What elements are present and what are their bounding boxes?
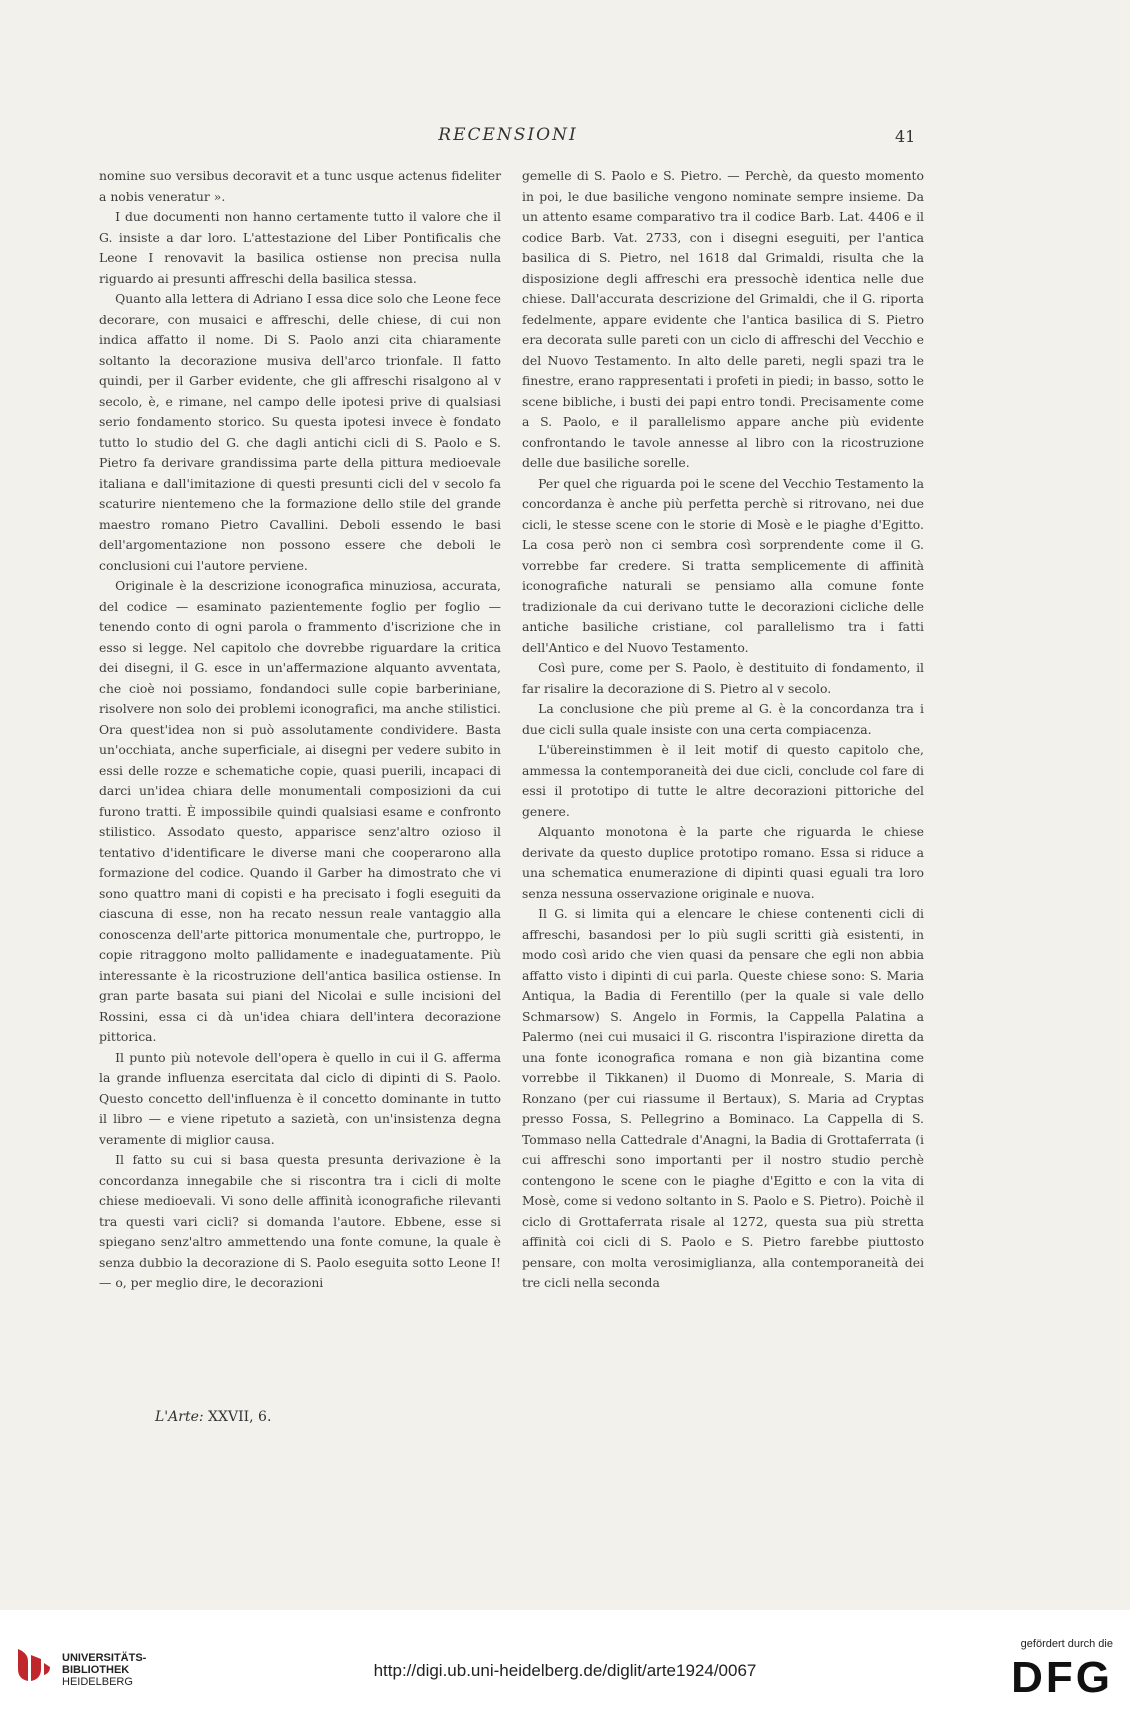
journal-name: L'Arte: [155, 1409, 204, 1425]
running-header-title: RECENSIONI [438, 125, 578, 145]
paragraph: gemelle di S. Paolo e S. Pietro. — Perchè, da questo momento in poi, le due basiliche vengono nominate sempre insieme. Da un attento esame comparativo tra il codice Barb. Lat. 4406 e il codice Barb. Vat. 2733, con i disegni eseguiti, per l'antica basilica di S. Pietro, nel 1618 dal Grimaldi, risulta che la disposizione degli affreschi era pressochè identica nelle due chiese. Dall'accurata descrizione del Grimaldi, che il G. riporta fedelmente, appare evidente che l'antica basilica di S. Pietro era decorata sulle pareti con un ciclo di affreschi del Vecchio e del Nuovo Testamento. In alto delle pareti, negli spazi tra le finestre, erano rappresentati i profeti in piedi; in basso, sotto le scene bibliche, i busti dei papi entro tondi. Precisamente come a S. Paolo, e il parallelismo appare anche più evidente confrontando le tavole annesse al libro con la ricostruzione delle due basiliche sorelle. [522, 168, 924, 470]
paragraph: Così pure, come per S. Paolo, è destituito di fondamento, il far risalire la decorazione di S. Pietro al v secolo. [522, 660, 924, 696]
paragraph: Quanto alla lettera di Adriano I essa dice solo che Leone fece decorare, con musaici e affreschi, delle chiese, di cui non indica affatto il nome. Di S. Paolo anzi cita chiaramente soltanto la decorazione musiva dell'arco trionfale. Il fatto quindi, per il Garber evidente, che gli affreschi risalgono al v secolo, è, e rimane, nel campo delle ipotesi prive di qualsiasi serio fondamento storico. Su questa ipotesi invece è fondato tutto lo studio del G. che dagli antichi cicli di S. Paolo e S. Pietro fa derivare grandissima parte della pittura medioevale italiana e dall'imitazione di questi presunti cicli del v secolo fa scaturire nientemeno che la formazione dello stile del grande maestro romano Pietro Cavallini. Deboli essendo le basi dell'argomentazione non possono essere che deboli le conclusioni cui l'autore perviene. [99, 291, 501, 573]
library-name-line: UNIVERSITÄTS- [62, 1652, 147, 1664]
paragraph: L'übereinstimmen è il leit motif di questo capitolo che, ammessa la contemporaneità dei due cicli, conclude col fare di essi il prototipo di tutte le altre decorazioni pittoriche del genere. [522, 742, 924, 819]
funder-caption: gefördert durch die [1020, 1638, 1113, 1650]
paragraph: Il punto più notevole dell'opera è quello in cui il G. afferma la grande influenza esercitata dal ciclo di dipinti di S. Paolo. Questo concetto dell'influenza è il concetto dominante in tutto il libro — e viene ripetuto a sazietà, con un'insistenza degna veramente di miglior causa. [99, 1049, 501, 1147]
paragraph: Originale è la descrizione iconografica minuziosa, accurata, del codice — esaminato pazientemente foglio per foglio — tenendo conto di ogni parola o frammento d'iscrizione che in esso si legge. Nel capitolo che dovrebbe riguardare la critica dei disegni, il G. esce in un'affermazione alquanto avventata, che cioè noi possiamo, fondandoci sulle copie barberiniane, risolvere non solo dei problemi iconografici, ma anche stilistici. Ora quest'idea non si può assolutamente condividere. Basta un'occhiata, anche superficiale, ai disegni per vedere subito in essi delle rozze e schematiche copie, quasi puerili, incapaci di darci un'idea chiara delle monumentali composizioni da cui furono tratti. È impossibile quindi qualsiasi esame e confronto stilistico. Assodato questo, apparisce senz'altro ozioso il tentativo d'identificare le diverse mani che cooperarono alla formazione del codice. Quando il Garber ha dimostrato che vi sono quattro mani di copisti e ha precisato i fogli eseguiti da ciascuna di esse, non ha recato nessun reale vantaggio alla conoscenza dell'arte pittorica monumentale che, purtroppo, le copie ritraggono molto pallidamente e inadeguatamente. Più interessante è la ricostruzione dell'antica basilica ostiense. In gran parte basata sui piani del Nicolai e sulle incisioni del Rossini, essa ci dà un'idea chiara dell'intera decorazione pittorica. [99, 578, 501, 1044]
digitization-footer [0, 1610, 1130, 1713]
paragraph: Il G. si limita qui a elencare le chiese contenenti cicli di affreschi, basandosi per lo più sugli scritti già esistenti, in modo così arido che vien quasi da pensare che egli non abbia affatto visto i dipinti di cui parla. Queste chiese sono: S. Maria Antiqua, la Badia di Ferentillo (per la quale si vale dello Schmarsow) S. Angelo in Formis, la Cappella Palatina a Palermo (nei cui musaici il G. riscontra l'ispirazione diretta da una fonte iconografica romana e non già bizantina come vorrebbe il Tikkanen) il Duomo di Monreale, S. Maria di Ronzano (per cui riassume il Bertaux), S. Maria ad Cryptas presso Fossa, S. Pellegrino a Bominaco. La Cappella di S. Tommaso nella Cattedrale d'Anagni, la Badia di Grottaferrata (i cui affreschi sono importanti per il nostro studio perchè contengono le scene con le piaghe d'Egitto e con la vita di Mosè, come si vedono soltanto in S. Paolo e S. Pietro). Poichè il ciclo di Grottaferrata risale al 1272, questa sua più stretta affinità coi cicli di S. Paolo e S. Pietro farebbe piuttosto pensare, con molta verosimiglianza, alla contemporaneità dei tre cicli nella seconda [522, 906, 924, 1290]
paragraph: nomine suo versibus decoravit et a tunc usque actenus fideliter a nobis veneratur ». [99, 168, 501, 204]
dfg-logo: DFG [1011, 1653, 1113, 1702]
source-url-link[interactable]: http://digi.ub.uni-heidelberg.de/diglit/arte1924/0067 [373, 1661, 757, 1680]
journal-volume: XXVII, 6. [208, 1409, 272, 1425]
paragraph: Alquanto monotona è la parte che riguarda le chiese derivate da questo duplice prototipo romano. Essa si riduce a una schematica enumerazione di dipinti quasi eguali tra loro senza nessuna osservazione originale e nuova. [522, 824, 924, 901]
paragraph: Per quel che riguarda poi le scene del Vecchio Testamento la concordanza è anche più perfetta perchè si ritrovano, nei due cicli, le stesse scene con le storie di Mosè e le piaghe d'Egitto. La cosa però non ci sembra così sorprendente come il G. vorrebbe far credere. Si tratta semplicemente di affinità iconografiche naturali se pensiamo alla comune fonte tradizionale da cui derivano tutte le decorazioni cicliche delle antiche basiliche cristiane, col parallelismo tra i fatti dell'Antico e del Nuovo Testamento. [522, 475, 924, 655]
footer-signature [155, 1409, 271, 1425]
paragraph: Il fatto su cui si basa questa presunta derivazione è la concordanza innegabile che si riscontra tra i cicli di molte chiese medioevali. Vi sono delle affinità iconografiche rilevanti tra questi vari cicli? si domanda l'autore. Ebbene, esse si spiegano senz'altro ammettendo una fonte comune, la quale è senza dubbio la decorazione di S. Paolo eseguita sotto Leone I! — o, per meglio dire, le decorazioni [99, 1152, 501, 1290]
library-name-line: BIBLIOTHEK [62, 1664, 130, 1676]
text-column-left [99, 166, 501, 1294]
page-number: 41 [895, 127, 916, 146]
text-column-right [522, 166, 924, 1294]
paragraph: La conclusione che più preme al G. è la concordanza tra i due cicli sulla quale insiste con una certa compiacenza. [522, 701, 924, 737]
library-name-line: HEIDELBERG [62, 1676, 133, 1688]
paragraph: I due documenti non hanno certamente tutto il valore che il G. insiste a dar loro. L'attestazione del Liber Pontificalis che Leone I renovavit la basilica ostiense non precisa nulla riguardo ai presunti affreschi della basilica stessa. [99, 209, 501, 286]
